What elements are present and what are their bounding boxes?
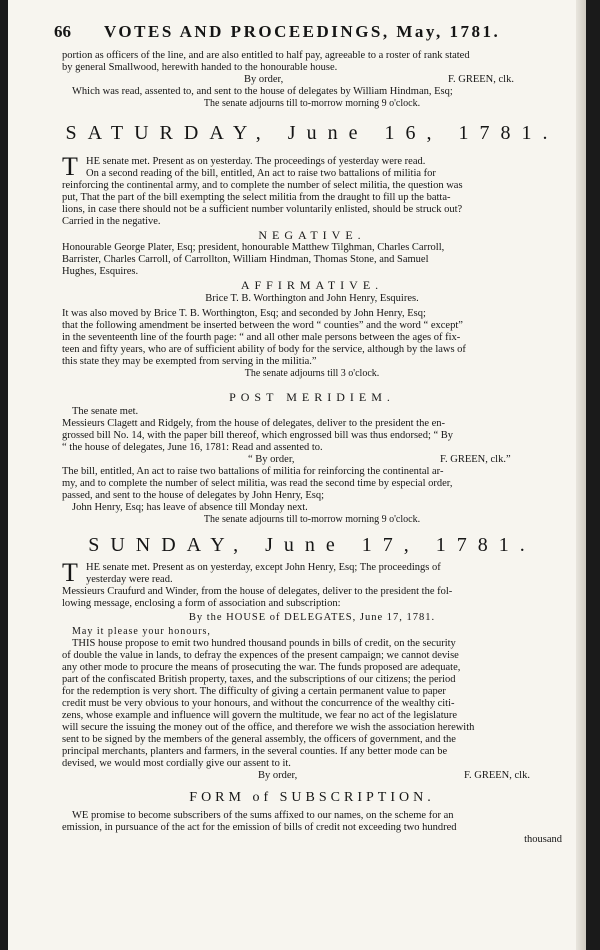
clerk-signature: F. GREEN, clk.” xyxy=(440,454,511,465)
text-line: put, That the part of the bill exempting the select militia from the draught to fill up the batta- xyxy=(62,192,451,203)
text-line: emission, in pursuance of the act for the emission of bills of credit not exceeding two hundred xyxy=(62,822,457,833)
adjournment: The senate adjourns till to-morrow morning 9 o'clock. xyxy=(203,98,421,109)
text-line: passed, and sent to the house of delegates by John Henry, Esq; xyxy=(62,490,325,501)
text-line: It was also moved by Brice T. B. Worthington, Esq; and seconded by John Henry, Esq; xyxy=(62,308,426,319)
catchword: thousand xyxy=(524,834,562,845)
text-line: this state they may be exempted from serving in the militia.” xyxy=(62,356,317,367)
running-head: VOTES AND PROCEEDINGS, May, 1781. xyxy=(104,22,501,41)
page-header xyxy=(54,22,562,44)
drop-cap: T xyxy=(62,152,78,181)
text-line: will secure the issuing the money out of the office, and therefore we wish the association herewith xyxy=(62,722,475,733)
text-line: in the seventeenth line of the fourth page: “ and all other male persons between the ages of fix- xyxy=(62,332,461,343)
page-edge-shadow xyxy=(576,0,586,950)
text-line: John Henry, Esq; has leave of absence till Monday next. xyxy=(72,502,308,513)
text-line: yesterday were read. xyxy=(86,574,173,585)
text-line: Brice T. B. Worthington and John Henry, Esquires. xyxy=(205,293,419,304)
text-line: that the following amendment be inserted between the word “ counties” and the word “ except” xyxy=(62,320,463,331)
text-line: lions, in case there should not be a sufficient number voluntarily enlisted, should be struck out? xyxy=(62,204,463,215)
text-line: The bill, entitled, An act to raise two battalions of militia for reinforcing the continental ar- xyxy=(62,466,444,477)
negative-label: NEGATIVE. xyxy=(258,228,366,242)
text-line: teen and fifty years, who are of sufficient ability of body for the service, although by the laws of xyxy=(62,344,466,355)
adjournment: The senate adjourns till 3 o'clock. xyxy=(244,368,380,379)
text-line: “ the house of delegates, June 16, 1781: Read and assented to. xyxy=(62,442,323,453)
text-line: my, and to complete the number of select militia, was read the second time by especial order, xyxy=(62,478,453,489)
message-heading: By the HOUSE of DELEGATES, June 17, 1781. xyxy=(188,612,436,623)
text-line: of double the value in lands, to defray the expences of the present campaign; we cannot devise xyxy=(62,650,459,661)
clerk-signature: F. GREEN, clk. xyxy=(448,74,514,85)
page-number: 66 xyxy=(54,22,71,41)
text-line: Carried in the negative. xyxy=(62,216,161,227)
text-line: Messieurs Craufurd and Winder, from the house of delegates, deliver to the president the fol- xyxy=(62,586,453,597)
post-meridiem-heading: POST MERIDIEM. xyxy=(229,390,395,404)
text-line: HE senate met. Present as on yesterday, except John Henry, Esq; The proceedings of xyxy=(86,562,441,573)
text-line: THIS house propose to emit two hundred thousand pounds in bills of credit, on the security xyxy=(72,638,456,649)
by-order: By order, xyxy=(244,74,284,85)
text-line: Hughes, Esquires. xyxy=(62,266,139,277)
day-heading-saturday: SATURDAY, June 16, 1781. xyxy=(65,122,559,144)
text-line: reinforcing the continental army, and to complete the number of select militia, the question was xyxy=(62,180,463,191)
text-line: lowing message, enclosing a form of association and subscription: xyxy=(62,598,341,609)
text-line: WE promise to become subscribers of the sums affixed to our names, on the scheme for an xyxy=(72,810,454,821)
text-line: devised, we would most cordially give our assent to it. xyxy=(62,758,291,769)
text-line: Which was read, assented to, and sent to the house of delegates by William Hindman, Esq; xyxy=(72,86,453,97)
adjournment: The senate adjourns till to-morrow morning 9 o'clock. xyxy=(203,514,421,525)
text-line: Honourable George Plater, Esq; president, honourable Matthew Tilghman, Charles Carroll, xyxy=(62,242,445,253)
text-line: principal merchants, planters and farmers, in the several counties. If any better mode can be xyxy=(62,746,448,757)
text-line: any other mode to procure the means of prosecuting the war. The funds proposed are adequate, xyxy=(62,662,461,673)
text-line: The senate met. xyxy=(72,406,139,417)
by-order: By order, xyxy=(258,770,298,781)
text-line: sent to be signed by the members of the general assembly, the officers of government, and the xyxy=(62,734,456,745)
subscription-heading: FORM of SUBSCRIPTION. xyxy=(189,790,435,805)
day-heading-sunday: SUNDAY, June 17, 1781. xyxy=(88,534,536,556)
text-line: part of the confiscated British property, taxes, and the subscriptions of our citizens; the period xyxy=(62,674,456,685)
affirmative-label: AFFIRMATIVE. xyxy=(240,278,384,292)
drop-cap: T xyxy=(62,558,78,587)
text-line: Barrister, Charles Carroll, of Carrollton, William Hindman, Thomas Stone, and Samuel xyxy=(62,254,429,265)
salutation: May it please your honours, xyxy=(72,626,211,637)
text-line: zens, whose example and influence will govern the multitude, we fear no act of the legislature xyxy=(62,710,458,721)
text-line: for the redemption is very short. The difficulty of giving a certain permanent value to paper xyxy=(62,686,446,697)
text-line: grossed bill No. 14, with the paper bill thereof, which engrossed bill was thus endorsed; “ By xyxy=(62,430,454,441)
text-line: HE senate met. Present as on yesterday. The proceedings of yesterday were read. xyxy=(86,156,426,167)
clerk-signature: F. GREEN, clk. xyxy=(464,770,530,781)
text-line: Messieurs Clagett and Ridgely, from the house of delegates, deliver to the president the en- xyxy=(62,418,446,429)
text-line: credit must be very obvious to your honours, and without the concurrence of the wealthy citi- xyxy=(62,698,455,709)
by-order: “ By order, xyxy=(248,454,295,465)
text-line: On a second reading of the bill, entitled, An act to raise two battalions of militia for xyxy=(86,168,436,179)
document-page xyxy=(8,0,586,950)
text-line: by general Smallwood, herewith handed to the honourable house. xyxy=(62,62,338,73)
text-line: portion as officers of the line, and are also entitled to half pay, agreeable to a roster of rank stated xyxy=(62,50,470,61)
